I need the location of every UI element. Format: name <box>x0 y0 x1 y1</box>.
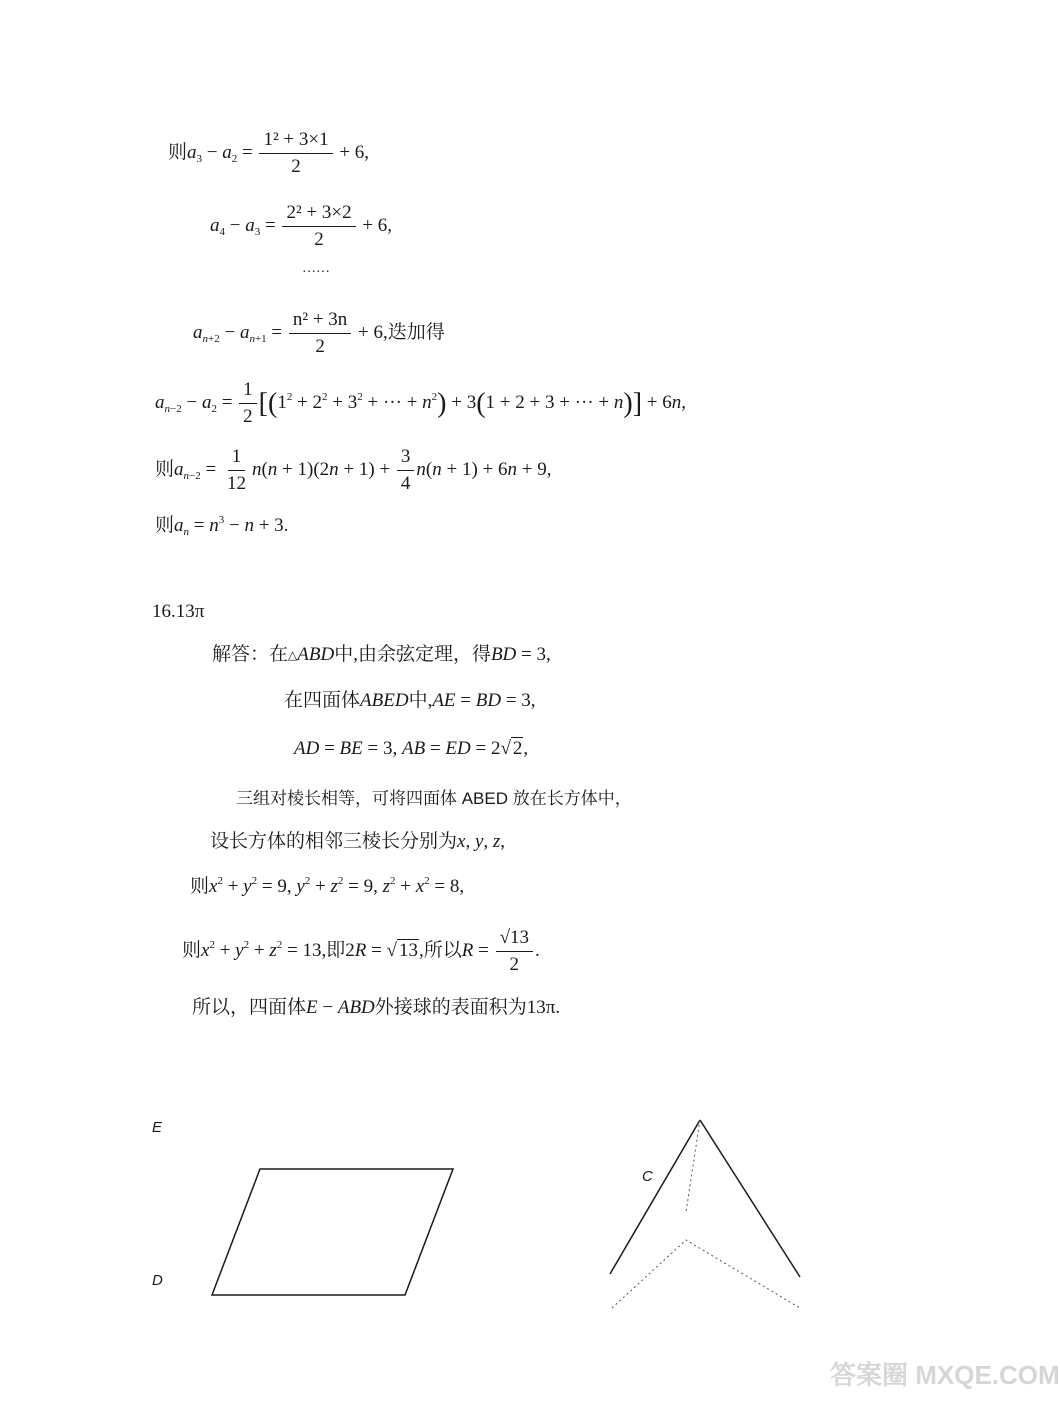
then-word: 则 <box>182 939 202 961</box>
tetrahedron-mid: 中, <box>408 690 433 711</box>
radius-numerator: √13 <box>496 928 533 952</box>
solution-line-7: 则$x^2 + y^2 + z^2 = 13$,即2R = √ 13,所以R = $\frac{√13}{2}$ . <box>182 927 540 975</box>
fraction-1-numerator: 1² + 3×1 <box>259 130 332 154</box>
solution-line-6: 则$x^2 + y^2 = 9$, $y^2 + z^2 = 9$, $z^2 + x^2 = 8$, <box>190 875 465 897</box>
twelfth-denominator: 12 <box>226 472 246 494</box>
half-numerator: 1 <box>239 380 257 404</box>
fold-hidden-base <box>612 1240 800 1308</box>
fraction-2-denominator: 2 <box>314 228 324 250</box>
plus-six-1: + 6, <box>339 141 370 163</box>
fold-left-edge <box>610 1120 700 1274</box>
solution-line-3: AD = BE = 3, AB = ED = 2√ 2, <box>294 738 529 759</box>
then-word: 则 <box>155 458 175 480</box>
conclusion-mid: 外接球的表面积为 <box>374 997 527 1018</box>
solution-line-5: 设长方体的相邻三棱长分别为x, y, z, <box>210 831 506 852</box>
half-denominator: 2 <box>243 405 253 427</box>
namely-word: 即 <box>326 939 346 961</box>
equation-result: 则$a_n = n^3 - n + 3$. <box>155 514 289 538</box>
fraction-3-denominator: 2 <box>315 335 325 357</box>
then-word: 则 <box>168 141 188 163</box>
solution-line-2: 在四面体ABED中,AE = BD = 3, <box>284 690 536 711</box>
solution-line-4: 三组对棱长相等，可将四面体 ABED 放在长方体中， <box>236 789 632 808</box>
equation-general-step: $a_{n+2} - a_{n+1}$ = $\frac{\text{n² + 3n}}{2}$ + 6,迭加得 <box>193 309 445 357</box>
equation-sum: $a_{n-2} - a_2$ = $\frac{1}{2}$ [($1^2 + 2^2 + 3^2$ + ··· + $n^2) + 3(1 + 2 + 3$ + ··· + n)] + 6n, <box>155 379 687 427</box>
ellipsis: …… <box>302 261 330 276</box>
label-d: D <box>152 1272 163 1289</box>
surface-area-value: 13π. <box>526 997 561 1018</box>
fraction-3-numerator: n² + 3n <box>289 310 351 334</box>
radius-denominator: 2 <box>509 953 520 975</box>
problem-16-header: 16.13π <box>152 601 205 622</box>
sum-word: 迭加得 <box>387 321 445 343</box>
then-word: 则 <box>190 876 210 897</box>
plus-six-3: + 6, <box>358 321 388 343</box>
tetrahedron-prefix: 在四面体 <box>284 690 361 711</box>
cosine-rule-text: 中,由余弦定理，得 <box>334 644 491 665</box>
solution-prefix: 解答：在 <box>212 644 289 665</box>
edge-lengths-text: 设长方体的相邻三棱长分别为 <box>210 831 458 852</box>
fraction-2-numerator: 2² + 3×2 <box>282 203 355 227</box>
parallelogram <box>212 1169 453 1295</box>
label-e: E <box>152 1119 163 1136</box>
fold-hidden-edge <box>686 1120 700 1212</box>
fraction-1-denominator: 2 <box>291 155 301 177</box>
three-quarter-numerator: 3 <box>397 447 415 471</box>
fold-right-edge <box>700 1120 800 1277</box>
equation-closed-form: 则$a_{n-2}$ = $\frac{1}{12}$ n(n + 1)(2n + 1) + $\frac{3}{4}$ n(n + 1) + 6n + 9, <box>155 446 552 494</box>
equation-a3-a2: 则$a_3 - a_2$ = $\frac{\text{1² + 3×1}}{2}$ + 6, <box>168 129 370 177</box>
three-quarter-denominator: 4 <box>400 472 411 494</box>
plus-six-2: + 6, <box>362 214 393 236</box>
equation-a4-a3: $a_4 - a_3$ = $\frac{\text{2² + 3×2}}{2}$ + 6, <box>210 202 393 250</box>
therefore-word: 所以 <box>423 939 462 961</box>
solution-line-1: 解答：在△ABD中,由余弦定理，得BD = 3, <box>212 644 551 665</box>
conclusion-prefix: 所以，四面体 <box>192 997 307 1018</box>
solution-line-8: 所以，四面体E − ABD外接球的表面积为13π. <box>192 997 561 1018</box>
twelfth-numerator: 1 <box>228 447 246 471</box>
watermark: 答案圈 MXQE.COM <box>830 1360 1060 1390</box>
then-word: 则 <box>155 515 175 536</box>
label-c: C <box>642 1168 653 1185</box>
